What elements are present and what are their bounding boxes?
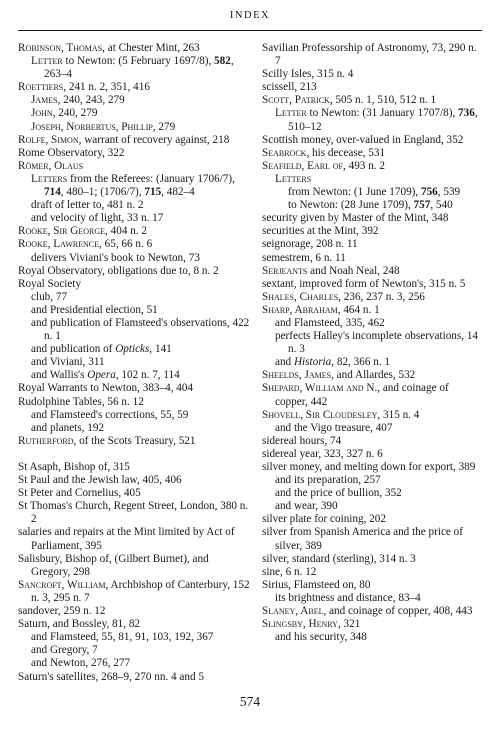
entry-text: , 493 n. 2: [343, 159, 385, 172]
entry-text: Historia: [293, 356, 332, 369]
entry-text: St Asaph, Bishop of, 315: [18, 461, 130, 473]
index-entry: [18, 134, 250, 147]
entry-text: Rutherford: [18, 434, 74, 447]
entry-text: Letters: [31, 172, 68, 185]
index-subentry: [18, 343, 250, 356]
index-entry: [18, 265, 250, 278]
index-subentry: [262, 356, 484, 369]
entry-text: Scott, Patrick: [262, 94, 330, 107]
entry-text: and the price of bullion, 352: [275, 487, 402, 500]
entry-text: and Wallis's: [31, 369, 88, 382]
entry-text: silver from Spanish America and the price of silver, 389: [262, 526, 464, 552]
index-entry: [262, 553, 484, 566]
entry-text: from Newton: (1 June 1709),: [288, 186, 421, 199]
entry-text: and Noah Neal, 248: [307, 264, 400, 277]
running-header: INDEX: [229, 10, 271, 21]
index-subentry: [18, 212, 250, 225]
entry-text: and his security, 348: [275, 631, 367, 644]
entry-text: to Newton: (31 January 1707/8),: [306, 107, 459, 120]
index-entry: [18, 474, 250, 487]
entry-text: Rudolphine Tables, 56 n. 12: [18, 395, 144, 408]
index-entry: [18, 671, 250, 684]
entry-text: , 321: [337, 618, 361, 631]
entry-text: , 240, 243, 279: [57, 94, 125, 107]
index-subentry: [18, 409, 250, 422]
entry-text: Shovell, Sir Cloudesley: [262, 408, 378, 421]
index-entry: [18, 147, 250, 160]
entry-text: , 540: [430, 199, 453, 212]
entry-text: draft of letter to, 481 n. 2: [31, 199, 144, 212]
entry-text: , and Allardes, 532: [331, 369, 416, 382]
index-entry: [18, 225, 250, 238]
entry-text: St Paul and the Jewish law, 405, 406: [18, 474, 182, 487]
entry-text: and Newton, 276, 277: [31, 657, 131, 670]
index-entry: [18, 81, 250, 94]
entry-text: , warrant of recovery against, 218: [78, 133, 230, 146]
index-subentry: [18, 317, 250, 343]
entry-text: scissell, 213: [262, 81, 317, 94]
entry-text: , and coinage of copper, 442: [275, 382, 449, 408]
index-entry: [18, 579, 250, 605]
entry-text: sidereal hours, 74: [262, 434, 342, 447]
entry-text: Sirius, Flamsteed on, 80: [262, 578, 371, 591]
entry-text: seignorage, 208 n. 11: [262, 238, 358, 251]
entry-text: and Flamsteed, 55, 81, 91, 103, 192, 367: [31, 631, 214, 644]
index-subentry: [18, 94, 250, 107]
header-rule: [18, 30, 482, 31]
entry-text: and the Vigo treasure, 407: [275, 421, 393, 434]
index-entry: [262, 42, 484, 68]
index-entry: [18, 160, 250, 173]
entry-text: , 480–1; (1706/7),: [60, 186, 145, 199]
entry-text: securities at the Mint, 392: [262, 225, 379, 238]
entry-text: , 241 n. 2, 351, 416: [63, 81, 150, 94]
entry-text: silver money, and melting down for export, 389: [262, 461, 476, 473]
entry-text: perfects Halley's incomplete observations, 14 n. 3: [275, 330, 479, 356]
entry-text: , 263–4: [44, 55, 234, 81]
entry-text: and planets, 192: [31, 421, 105, 434]
entry-text: , his decease, 531: [306, 146, 386, 159]
entry-text: to Newton: (5 February 1697/8),: [62, 55, 215, 68]
entry-text: Saturn, and Bossley, 81, 82: [18, 618, 141, 631]
entry-text: Roettiers: [18, 81, 64, 94]
entry-text: Opera: [87, 369, 116, 382]
entry-text: , 315 n. 4: [377, 408, 420, 421]
index-entry: [262, 81, 484, 94]
index-entry: [18, 382, 250, 395]
index-entry: [262, 605, 484, 618]
entry-text: club, 77: [31, 290, 68, 303]
entry-text: , 539: [437, 186, 461, 199]
index-entry: [262, 147, 484, 160]
index-subentry: [262, 474, 484, 487]
entry-text: Letter: [31, 55, 63, 68]
entry-text: , at Chester Mint, 263: [102, 42, 200, 54]
index-entry: [262, 579, 484, 592]
entry-text: 582: [214, 55, 231, 68]
page-number: 574: [239, 694, 261, 709]
entry-text: , 482–4: [161, 186, 195, 199]
index-entry: [262, 212, 484, 225]
index-entry: [262, 448, 484, 461]
index-subentry: [262, 173, 484, 186]
index-subentry: [262, 330, 484, 356]
index-subentry: [18, 369, 250, 382]
entry-text: Seafield, Earl of: [262, 159, 344, 172]
index-subentry: [18, 173, 250, 199]
index-entry: [262, 134, 484, 147]
index-entry: [18, 42, 250, 55]
index-subentry: [262, 592, 484, 605]
entry-text: St Thomas's Church, Regent Street, London, 380 n. 2: [18, 500, 249, 526]
index-subentry: [262, 107, 484, 133]
entry-text: , 510–12: [288, 107, 478, 133]
index-entry: [18, 487, 250, 500]
index-subentry: [262, 487, 484, 500]
index-entry: [262, 265, 484, 278]
entry-text: and its preparation, 257: [275, 474, 381, 487]
index-entry: [18, 526, 250, 552]
entry-text: and Viviani, 311: [31, 356, 105, 369]
index-entry: [18, 618, 250, 631]
entry-text: John: [31, 107, 53, 120]
entry-text: Savilian Professorship of Astronomy, 73, 290 n. 7: [262, 42, 477, 68]
index-entry: [262, 278, 484, 291]
entry-text: sidereal year, 323, 327 n. 6: [262, 447, 383, 460]
entry-text: , and coinage of copper, 408, 443: [323, 605, 473, 618]
entry-text: from the Referees: (January 1706/7),: [67, 172, 235, 185]
index-entry: [262, 238, 484, 251]
entry-text: Royal Observatory, obligations due to, 8 n. 2: [18, 264, 219, 277]
index-entry: [262, 435, 484, 448]
index-subentry: [18, 657, 250, 670]
entry-text: Scottish money, over-valued in England, 352: [262, 133, 464, 146]
entry-text: , 279: [152, 120, 176, 133]
entry-text: Royal Warrants to Newton, 383–4, 404: [18, 382, 194, 395]
index-entry: [262, 94, 484, 107]
index-entry: [262, 461, 484, 474]
entry-text: Seabrock: [262, 146, 307, 159]
entry-text: Römer, Olaus: [18, 159, 84, 172]
index-entry: [262, 513, 484, 526]
entry-text: Letters: [275, 172, 312, 185]
index-entry: [262, 68, 484, 81]
index-subentry: [262, 199, 484, 212]
entry-text: Slaney, Abel: [262, 605, 324, 618]
index-entry: [18, 238, 250, 251]
entry-text: St Peter and Cornelius, 405: [18, 487, 141, 500]
entry-text: , 82, 366 n. 1: [331, 356, 390, 369]
entry-text: and publication of Flamsteed's observations, 422 n. 1: [31, 316, 250, 343]
index-subentry: [18, 252, 250, 265]
entry-text: to Newton: (28 June 1709),: [288, 199, 414, 212]
index-entry: [262, 409, 484, 422]
index-entry: [262, 526, 484, 552]
index-entry: [18, 396, 250, 409]
index-entry: [18, 278, 250, 291]
entry-text: Saturn's satellites, 268–9, 270 nn. 4 and 5: [18, 670, 204, 683]
entry-text: and Flamsteed's corrections, 55, 59: [31, 408, 189, 421]
index-column-right: [262, 42, 484, 644]
index-subentry: [262, 631, 484, 644]
entry-text: Opticks: [115, 343, 150, 356]
entry-text: Rome Observatory, 322: [18, 146, 125, 159]
entry-text: Sharp, Abraham: [262, 303, 338, 316]
index-entry: [262, 618, 484, 631]
index-entry: [262, 252, 484, 265]
entry-text: , 141: [149, 343, 172, 356]
entry-text: 715: [144, 186, 162, 199]
index-subentry: [18, 304, 250, 317]
entry-text: , 505 n. 1, 510, 512 n. 1: [329, 94, 437, 107]
entry-text: sextant, improved form of Newton's, 315 n. 5: [262, 277, 466, 290]
entry-text: Robinson, Thomas: [18, 42, 103, 54]
index-subentry: [18, 107, 250, 120]
entry-text: , 404 n. 2: [105, 225, 147, 238]
entry-text: , 102 n. 7, 114: [115, 369, 180, 382]
entry-text: , 236, 237 n. 3, 256: [338, 290, 425, 303]
index-entry: [18, 605, 250, 618]
entry-text: sandover, 259 n. 12: [18, 605, 106, 618]
entry-text: semestrem, 6 n. 11: [262, 251, 346, 264]
index-entry: [262, 291, 484, 304]
index-entry: [18, 553, 250, 579]
entry-text: 736: [458, 107, 475, 120]
entry-text: its brightness and distance, 83–4: [275, 591, 421, 604]
entry-text: silver plate for coining, 202: [262, 513, 386, 526]
entry-text: , 240, 279: [52, 107, 98, 120]
index-subentry: [18, 422, 250, 435]
index-subentry: [18, 631, 250, 644]
entry-text: delivers Viviani's book to Newton, 73: [31, 251, 200, 264]
entry-text: and Flamsteed, 335, 462: [275, 316, 385, 329]
entry-text: salaries and repairs at the Mint limited by Act of Parliament, 395: [18, 526, 235, 552]
entry-text: 757: [413, 199, 431, 212]
entry-text: Shepard, William and N.: [262, 382, 378, 395]
index-subentry: [18, 121, 250, 134]
entry-text: Rooke, Lawrence: [18, 238, 100, 251]
entry-text: and: [275, 356, 294, 369]
section-gap: [18, 448, 250, 461]
entry-text: Shales, Charles: [262, 290, 339, 303]
entry-text: Salisbury, Bishop of, (Gilbert Burnet), and Gregory, 298: [18, 552, 209, 578]
index-entry: [18, 435, 250, 448]
entry-text: and Gregory, 7: [31, 644, 98, 657]
entry-text: James: [31, 94, 58, 107]
entry-text: Serjeants: [262, 264, 308, 277]
entry-text: , Archbishop of Canterbury, 152 n. 3, 295 n. 7: [31, 578, 250, 604]
index-entry: [262, 304, 484, 317]
index-column-left: [18, 42, 250, 684]
entry-text: Scilly Isles, 315 n. 4: [262, 68, 354, 81]
index-subentry: [262, 317, 484, 330]
entry-text: Sancroft, William: [18, 578, 106, 591]
entry-text: and publication of: [31, 343, 116, 356]
entry-text: 714: [44, 186, 61, 199]
index-entry: [262, 225, 484, 238]
entry-text: Sheelds, James: [262, 369, 332, 382]
index-subentry: [262, 186, 484, 199]
index-subentry: [18, 356, 250, 369]
entry-text: and Presidential election, 51: [31, 303, 158, 316]
index-entry: [18, 461, 250, 474]
entry-text: Rooke, Sir George: [18, 225, 106, 238]
entry-text: Joseph, Norbertus, Phillip: [31, 120, 153, 133]
entry-text: , 65, 66 n. 6: [99, 238, 153, 251]
index-entry: [262, 382, 484, 408]
entry-text: security given by Master of the Mint, 348: [262, 212, 449, 225]
entry-text: Letter: [275, 107, 307, 120]
index-entry: [262, 160, 484, 173]
entry-text: and velocity of light, 33 n. 17: [31, 212, 164, 225]
entry-text: Slingsby, Henry: [262, 618, 338, 631]
index-entry: [18, 500, 250, 526]
entry-text: sine, 6 n. 12: [262, 565, 317, 578]
entry-text: Rolfe, Simon: [18, 133, 79, 146]
index-entry: [262, 566, 484, 579]
entry-text: Royal Society: [18, 277, 82, 290]
index-subentry: [18, 55, 250, 81]
index-subentry: [262, 422, 484, 435]
entry-text: and wear, 390: [275, 500, 338, 513]
entry-text: , 464 n. 1: [337, 303, 380, 316]
index-subentry: [262, 500, 484, 513]
index-subentry: [18, 291, 250, 304]
entry-text: 756: [420, 186, 438, 199]
entry-text: silver, standard (sterling), 314 n. 3: [262, 552, 416, 565]
index-subentry: [18, 199, 250, 212]
index-subentry: [18, 644, 250, 657]
index-entry: [262, 369, 484, 382]
entry-text: , of the Scots Treasury, 521: [73, 434, 196, 447]
